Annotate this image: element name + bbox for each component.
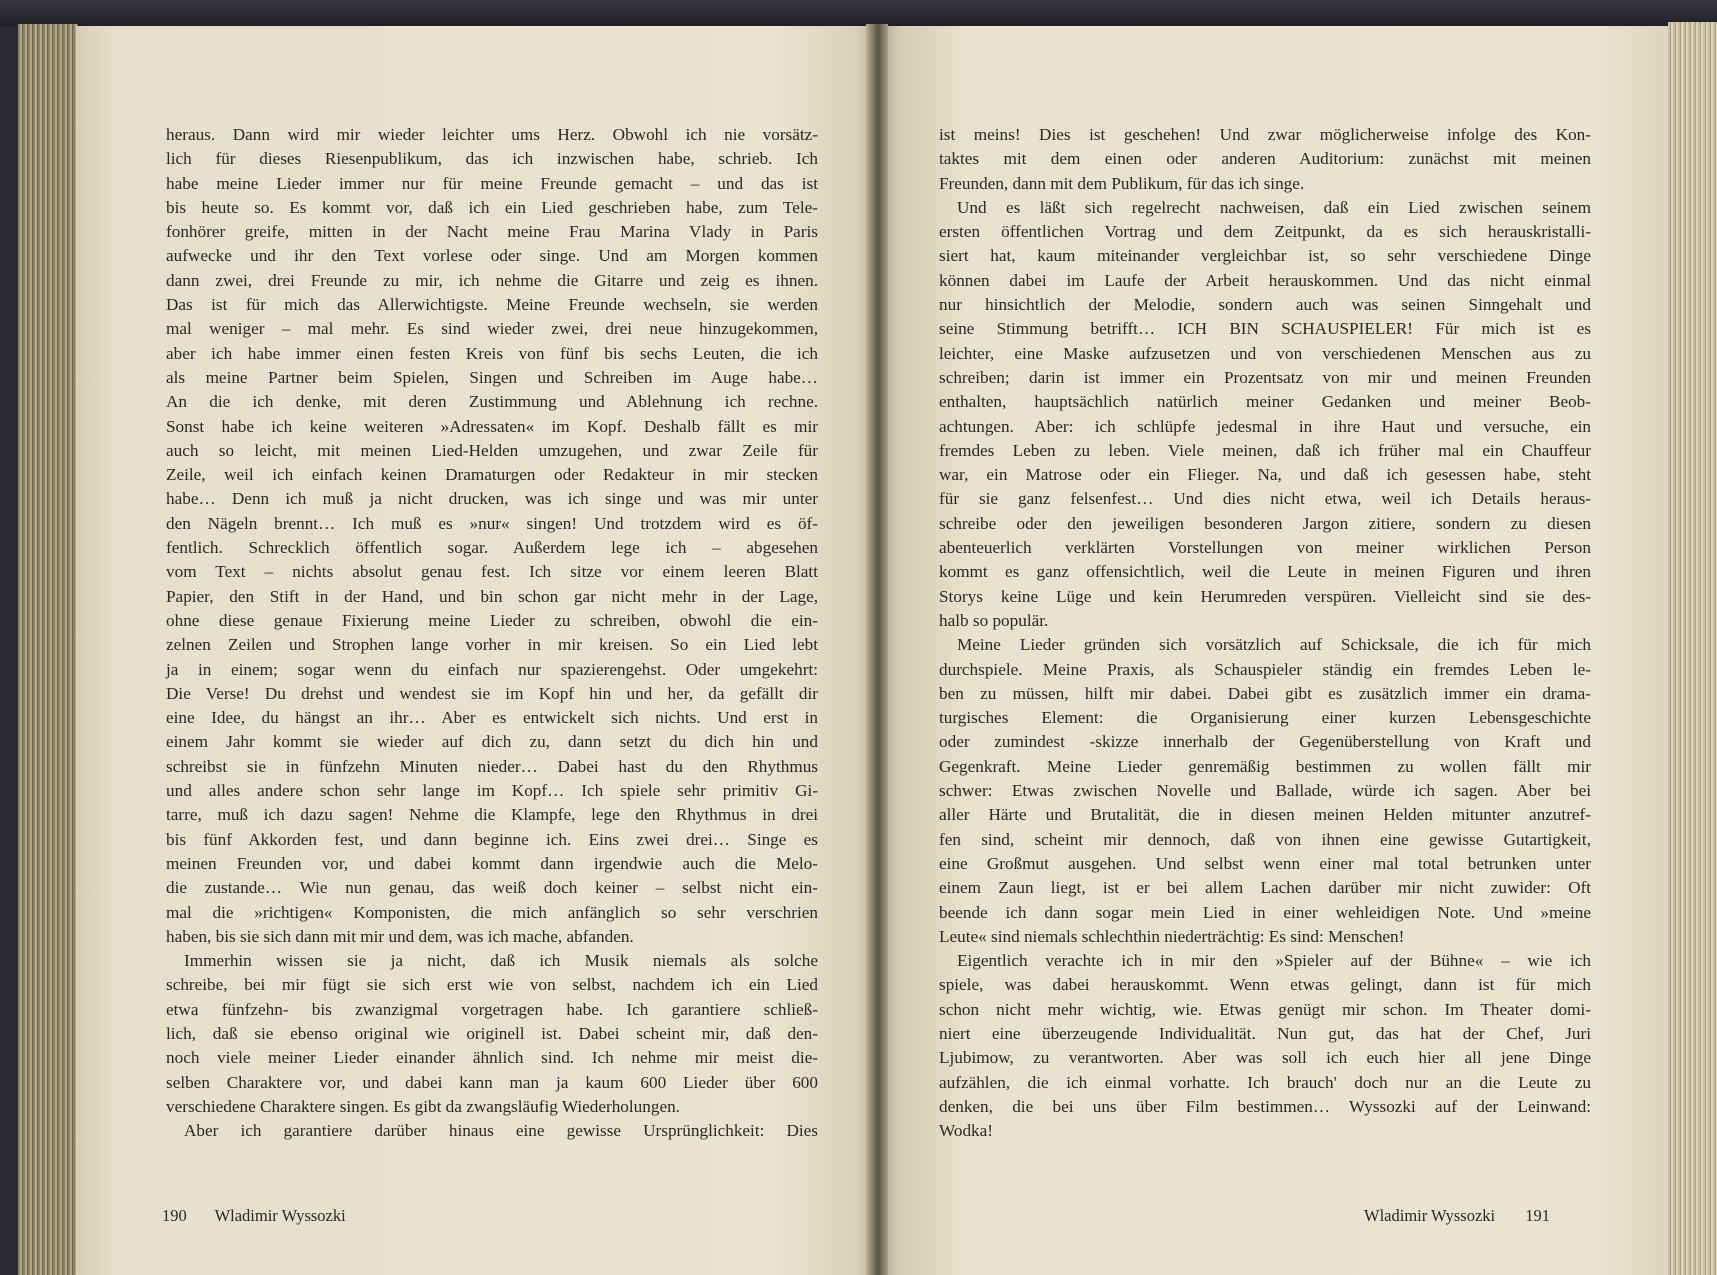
text-line: ben zu müssen, hilft mir dabei. Dabei gibt es zusätzlich immer ein drama- [939, 683, 1591, 703]
left-page [76, 26, 876, 1275]
text-line: achtungen. Aber: ich schlüpfe jedesmal in ihre Haut und versuche, ein [939, 416, 1591, 436]
text-line: bis heute so. Es kommt vor, daß ich ein Lied geschrieben habe, zum Tele- [166, 197, 818, 217]
text-line: einem Zaun liegt, ist er bei allem Lachen darüber mir nicht zuwider: Oft [939, 878, 1591, 898]
text-line: An die ich denke, mit deren Zustimmung und Ablehnung ich rechne. [166, 392, 818, 412]
text-line: auch so leicht, mit meinen Lied-Helden umzugehen, und zwar Zeile für [166, 440, 818, 460]
text-line: selben Charaktere vor, und dabei kann man ja kaum 600 Lieder über 600 [166, 1072, 818, 1092]
text-line: beende ich dann sogar mein Lied in einer wehleidigen Note. Und »meine [939, 902, 1591, 922]
right-running-head: Wladimir Wyssozki [1364, 1206, 1496, 1225]
text-line: mal die »richtigen« Komponisten, die mich anfänglich so sehr verschrien [166, 902, 818, 922]
text-line: Sonst habe ich keine weiteren »Adressaten« im Kopf. Deshalb fällt es mir [166, 416, 818, 436]
text-line: verschiedene Charaktere singen. Es gibt da zwangsläufig Wiederholungen. [166, 1096, 680, 1116]
text-line: ohne diese genaue Fixierung meine Lieder zu schreiben, obwohl die ein- [166, 610, 818, 630]
text-line: war, ein Matrose oder ein Flieger. Na, und daß ich gesessen habe, steht [939, 465, 1591, 485]
text-line: ja in einem; sogar wenn du einfach nur spazierengehst. Oder umgekehrt: [166, 659, 818, 679]
text-line: Gegenkraft. Meine Lieder genremäßig bestimmen zu wollen fällt mir [939, 756, 1591, 776]
text-line: etwa fünfzehn- bis zwanzigmal vorgetragen habe. Ich garantiere schließ- [166, 999, 818, 1019]
text-line: Leute« sind niemals schlechthin niederträchtig: Es sind: Menschen! [939, 926, 1405, 946]
text-line: lich, daß sie ebenso original wie originell ist. Dabei scheint mir, daß den- [166, 1023, 818, 1043]
text-line: zelnen Zeilen und Strophen lange vorher in mir kreisen. So ein Lied lebt [166, 635, 818, 655]
text-line: leichter, eine Maske aufzusetzen und von verschiedenen Menschen aus zu [939, 343, 1591, 363]
text-line: denken, die bei uns über Film bestimmen… Wyssozki auf der Leinwand: [939, 1096, 1591, 1116]
text-line: schreibe, bei mir fügt sie sich erst wie von selbst, nachdem ich ein Lied [166, 975, 818, 995]
text-line: aber ich habe immer einen festen Kreis von fünf bis sechs Leuten, die ich [166, 343, 818, 363]
text-line: die zustande… Wie nun genau, das weiß doch keiner – selbst nicht ein- [166, 878, 818, 898]
text-line: halb so populär. [939, 610, 1049, 630]
text-line: seine Stimmung betrifft… ICH BIN SCHAUSPIELER! Für mich ist es [939, 319, 1591, 339]
text-line: lich für dieses Riesenpublikum, das ich inzwischen habe, schrieb. Ich [166, 149, 818, 169]
text-line: noch viele meiner Lieder einander ähnlich sind. Ich nehme mir meist die- [166, 1048, 818, 1068]
text-line: Storys keine Lüge und kein Herumreden verspüren. Vielleicht sind sie des- [939, 586, 1591, 606]
text-line: siert hat, kaum miteinander vergleichbar ist, so sehr verschiedene Dinge [939, 246, 1591, 266]
text-line: aller Härte und Brutalität, die in diesen meinen Helden mitunter anzutref- [939, 805, 1591, 825]
text-line: bis fünf Akkorden fest, und dann beginne ich. Eins zwei drei… Singe es [166, 829, 818, 849]
text-line: habe… Denn ich muß ja nicht drucken, was ich singe und was mir unter [166, 489, 818, 509]
book-gutter [866, 24, 888, 1275]
text-line: spiele, was dabei herauskommt. Wenn etwas gelingt, dann ist für mich [939, 975, 1591, 995]
text-line: Freunden, dann mit dem Publikum, für das ich singe. [939, 173, 1305, 193]
text-line: den Nägeln brennt… Ich muß es »nur« singen! Und trotzdem wird es öf- [166, 513, 818, 533]
text-line: oder zumindest -skizze innerhalb der Gegenüberstellung von Kraft und [939, 732, 1591, 752]
text-line: ist meins! Dies ist geschehen! Und zwar möglicherweise infolge des Kon- [939, 125, 1591, 144]
text-line: eine Großmut ausgehen. Und selbst wenn einer mal total betrunken unter [939, 853, 1591, 873]
text-line: Meine Lieder gründen sich vorsätzlich auf Schicksale, die ich für mich [957, 635, 1591, 655]
text-line: schreibe oder den jeweiligen besonderen Jargon zitiere, sondern zu diesen [939, 513, 1591, 533]
text-line: durchspiele. Meine Praxis, als Schauspieler ständig ein fremdes Leben le- [939, 659, 1591, 679]
text-line: fentlich. Schrecklich öffentlich sogar. Außerdem lege ich – abgesehen [166, 538, 818, 558]
text-line: fremdes Leben zu leben. Viele meinen, daß ich früher mal ein Chauffeur [939, 440, 1591, 460]
right-page-number: 191 [1525, 1206, 1551, 1225]
text-line: Aber ich garantiere darüber hinaus eine gewisse Ursprünglichkeit: Dies [184, 1121, 818, 1141]
text-line: turgisches Element: die Organisierung einer kurzen Lebensgeschichte [939, 708, 1591, 728]
text-line: Die Verse! Du drehst und wendest sie im Kopf hin und her, da gefällt dir [166, 683, 818, 703]
text-line: Und es läßt sich regelrecht nachweisen, daß ein Lied zwischen seinem [957, 197, 1591, 217]
text-line: mal weniger – mal mehr. Es sind wieder zwei, drei neue hinzugekommen, [166, 319, 818, 339]
right-page-body [939, 123, 1591, 1143]
text-line: Eigentlich verachte ich in mir den »Spieler auf der Bühne« – wie ich [957, 951, 1591, 971]
text-line: aufzählen, die ich einmal vorhatte. Ich brauch' doch nur an die Leute zu [939, 1072, 1591, 1092]
text-line: Ljubimow, zu verantworten. Aber was soll ich euch hier all jene Dinge [939, 1048, 1591, 1068]
right-page [876, 26, 1668, 1275]
text-line: habe meine Lieder immer nur für meine Freunde gemacht – und das ist [166, 173, 818, 193]
text-line: Wodka! [939, 1121, 993, 1141]
text-line: nur hinsichtlich der Melodie, sondern auch was seinen Sinngehalt und [939, 295, 1591, 315]
text-line: für sie ganz felsenfest… Und dies nicht etwa, weil ich Details heraus- [939, 489, 1591, 509]
left-page-footer [162, 1206, 346, 1226]
left-page-body [166, 123, 818, 1143]
text-line: enthalten, hauptsächlich natürlich meiner Gedanken und meiner Beob- [939, 392, 1591, 412]
text-line: niert eine überzeugende Individualität. Nun gut, das hat der Chef, Juri [939, 1023, 1591, 1043]
text-line: schreiben; darin ist immer ein Prozentsatz von mir und meinen Freunden [939, 367, 1591, 387]
text-line: Zeile, weil ich einfach keinen Dramaturgen oder Redakteur in mir stecken [166, 465, 818, 485]
text-line: schreibst sie in fünfzehn Minuten nieder… Dabei hast du den Rhythmus [166, 756, 818, 776]
text-line: dann zwei, drei Freunde zu mir, ich nehme die Gitarre und zeig es ihnen. [166, 270, 818, 290]
text-line: heraus. Dann wird mir wieder leichter ums Herz. Obwohl ich nie vorsätz- [166, 125, 818, 144]
text-line: eine Idee, du hängst an ihr… Aber es entwickelt sich nichts. Und erst in [166, 708, 818, 728]
text-line: fonhörer greife, mitten in der Nacht meine Frau Marina Vlady in Paris [166, 222, 818, 242]
text-line: schwer: Etwas zwischen Novelle und Ballade, würde ich sagen. Aber bei [939, 781, 1591, 801]
background-shadow [0, 0, 1717, 26]
text-line: aufwecke und ihr den Text vorlese oder singe. Und am Morgen kommen [166, 246, 818, 266]
text-line: fen sind, scheint mir dennoch, daß von ihnen eine gewisse Gutartigkeit, [939, 829, 1591, 849]
text-line: ersten öffentlichen Vortrag und dem Zeitpunkt, da es sich herauskristalli- [939, 222, 1591, 242]
text-line: können dabei im Laufe der Arbeit herauskommen. Und das nicht einmal [939, 270, 1591, 290]
text-line: kommt es ganz offensichtlich, weil die Leute in meinen Figuren und ihren [939, 562, 1591, 582]
text-line: Papier, den Stift in der Hand, und bin schon gar nicht mehr in der Lage, [166, 586, 818, 606]
left-page-number: 190 [162, 1206, 187, 1225]
page-edges-left [18, 24, 78, 1275]
left-running-head: Wladimir Wyssozki [214, 1206, 346, 1225]
text-line: Immerhin wissen sie ja nicht, daß ich Musik niemals als solche [184, 951, 818, 971]
text-line: einem Jahr kommt sie wieder auf dich zu, dann setzt du dich hin und [166, 732, 818, 752]
text-line: und alles andere schon sehr lange im Kopf… Ich spiele sehr primitiv Gi- [166, 781, 818, 801]
page-edges-right [1668, 22, 1717, 1275]
text-line: haben, bis sie sich dann mit mir und dem, was ich mache, abfanden. [166, 926, 634, 946]
right-page-footer [1364, 1206, 1550, 1226]
text-line: taktes mit dem einen oder anderen Auditorium: zunächst mit meinen [939, 149, 1591, 169]
text-line: als meine Partner beim Spielen, Singen und Schreiben im Auge habe… [166, 367, 818, 387]
text-line: tarre, muß ich dazu sagen! Nehme die Klampfe, lege den Rhythmus in drei [166, 805, 818, 825]
text-line: meinen Freunden vor, und dabei kommt dann irgendwie auch die Melo- [166, 853, 818, 873]
text-line: abenteuerlich verklärten Vorstellungen von meiner wirklichen Person [939, 538, 1591, 558]
text-line: schon nicht mehr wichtig, wie. Etwas genügt mir schon. Im Theater domi- [939, 999, 1591, 1019]
text-line: Das ist für mich das Allerwichtigste. Meine Freunde wechseln, sie werden [166, 295, 818, 315]
text-line: vom Text – nichts absolut genau fest. Ich sitze vor einem leeren Blatt [166, 562, 818, 582]
